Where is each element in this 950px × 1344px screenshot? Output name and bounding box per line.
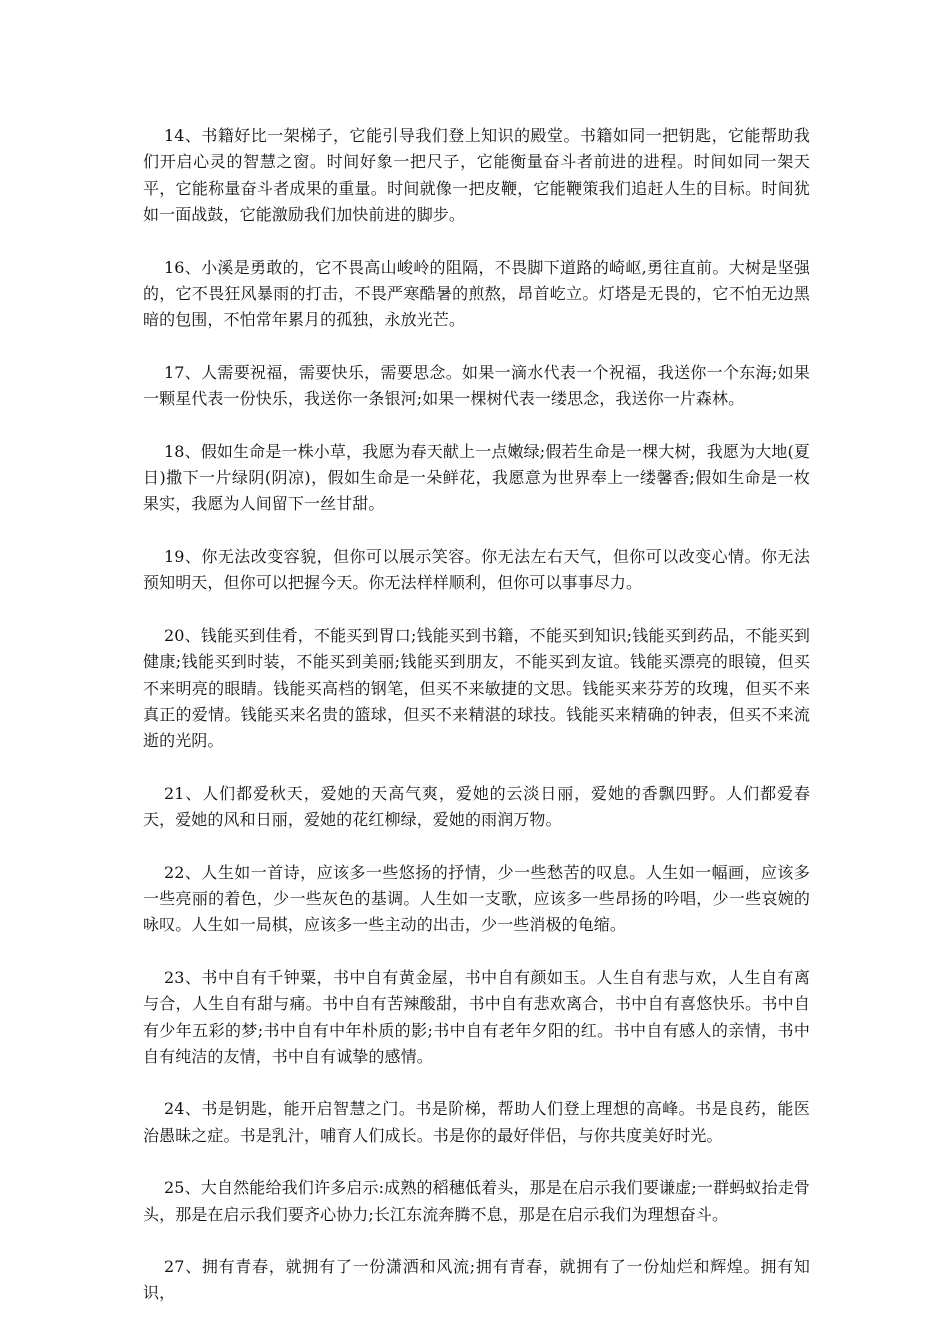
paragraph-18: 18、假如生命是一株小草，我愿为春天献上一点嫩绿;假若生命是一棵大树，我愿为大地(夏日)撒下一片绿阴(阴凉)，假如生命是一朵鲜花，我愿意为世界奉上一缕馨香;假如生命是一枚果实，我愿为人间留下一丝甘甜。	[143, 441, 810, 514]
document-page	[143, 123, 810, 1307]
paragraph-19: 19、你无法改变容貌，但你可以展示笑容。你无法左右天气，但你可以改变心情。你无法预知明天，但你可以把握今天。你无法样样顺利，但你可以事事尽力。	[143, 546, 810, 593]
paragraph-14: 14、书籍好比一架梯子，它能引导我们登上知识的殿堂。书籍如同一把钥匙，它能帮助我们开启心灵的智慧之窗。时间好象一把尺子，它能衡量奋斗者前进的进程。时间如同一架天平，它能称量奋斗者成果的重量。时间就像一把皮鞭，它能鞭策我们追赶人生的目标。时间犹如一面战鼓，它能激励我们加快前进的脚步。	[143, 126, 810, 225]
paragraph-20: 20、钱能买到佳肴，不能买到胃口;钱能买到书籍，不能买到知识;钱能买到药品，不能买到健康;钱能买到时装，不能买到美丽;钱能买到朋友，不能买到友谊。钱能买漂亮的眼镜，但买不来明亮的眼睛。钱能买高档的钢笔，但买不来敏捷的文思。钱能买来芬芳的玫瑰，但买不来真正的爱情。钱能买来名贵的篮球，但买不来精湛的球技。钱能买来精确的钟表，但买不来流逝的光阴。	[143, 625, 810, 751]
paragraph-22: 22、人生如一首诗，应该多一些悠扬的抒情，少一些愁苦的叹息。人生如一幅画，应该多一些亮丽的着色，少一些灰色的基调。人生如一支歌，应该多一些昂扬的吟唱，少一些哀婉的咏叹。人生如一局棋，应该多一些主动的出击，少一些消极的龟缩。	[143, 862, 810, 935]
paragraph-16: 16、小溪是勇敢的，它不畏高山峻岭的阻隔，不畏脚下道路的崎岖,勇往直前。大树是坚强的，它不畏狂风暴雨的打击，不畏严寒酷暑的煎熬，昂首屹立。灯塔是无畏的，它不怕无边黑暗的包围，不怕常年累月的孤独，永放光芒。	[143, 257, 810, 330]
paragraph-27: 27、拥有青春，就拥有了一份潇洒和风流;拥有青春，就拥有了一份灿烂和辉煌。拥有知识，	[143, 1257, 810, 1303]
paragraph-25: 25、大自然能给我们许多启示:成熟的稻穗低着头，那是在启示我们要谦虚;一群蚂蚁抬走骨头，那是在启示我们要齐心协力;长江东流奔腾不息，那是在启示我们为理想奋斗。	[143, 1178, 810, 1224]
paragraph-21: 21、人们都爱秋天，爱她的天高气爽，爱她的云淡日丽，爱她的香飘四野。人们都爱春天，爱她的风和日丽，爱她的花红柳绿，爱她的雨润万物。	[143, 783, 810, 830]
paragraph-24: 24、书是钥匙，能开启智慧之门。书是阶梯，帮助人们登上理想的高峰。书是良药，能医治愚昧之症。书是乳汁，哺育人们成长。书是你的最好伴侣，与你共度美好时光。	[143, 1099, 810, 1145]
paragraph-17: 17、人需要祝福，需要快乐，需要思念。如果一滴水代表一个祝福，我送你一个东海;如果一颗星代表一份快乐，我送你一条银河;如果一棵树代表一缕思念，我送你一片森林。	[143, 362, 810, 409]
paragraph-23: 23、书中自有千钟粟，书中自有黄金屋，书中自有颜如玉。人生自有悲与欢，人生自有离与合，人生自有甜与痛。书中自有苦辣酸甜，书中自有悲欢离合，书中自有喜悠快乐。书中自有少年五彩的梦;书中自有中年朴质的影;书中自有老年夕阳的红。书中自有感人的亲情，书中自有纯洁的友情，书中自有诚挚的感情。	[143, 967, 810, 1066]
